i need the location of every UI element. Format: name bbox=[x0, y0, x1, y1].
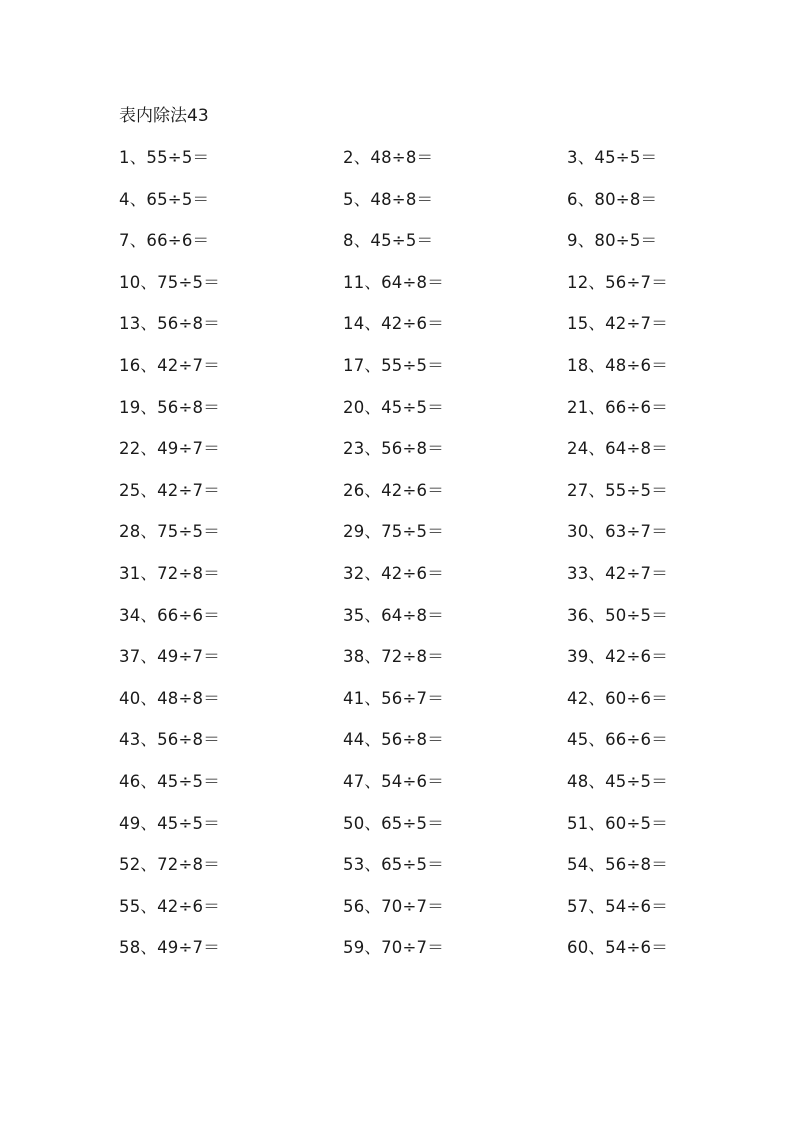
problem-item: 2、48÷8＝ bbox=[343, 148, 434, 167]
worksheet-title: 表内除法43 bbox=[119, 106, 209, 126]
problem-item: 60、54÷6＝ bbox=[567, 938, 668, 958]
problem-item: 16、42÷7＝ bbox=[119, 355, 220, 375]
problem-item: 33、42÷7＝ bbox=[567, 563, 668, 583]
problem-item: 22、49÷7＝ bbox=[119, 439, 220, 459]
problem-item: 55、42÷6＝ bbox=[119, 896, 220, 916]
problem-item: 15、42÷7＝ bbox=[567, 314, 668, 334]
problem-item: 10、75÷5＝ bbox=[119, 272, 220, 292]
problem-item: 59、70÷7＝ bbox=[343, 938, 444, 958]
problem-item: 32、42÷6＝ bbox=[343, 563, 444, 583]
problem-item: 31、72÷8＝ bbox=[119, 563, 220, 583]
problem-item: 29、75÷5＝ bbox=[343, 522, 444, 542]
problem-item: 4、65÷5＝ bbox=[119, 189, 210, 209]
problem-item: 43、56÷8＝ bbox=[119, 730, 220, 750]
problem-item: 48、45÷5＝ bbox=[567, 771, 668, 791]
problem-item: 11、64÷8＝ bbox=[343, 272, 444, 292]
problem-item: 51、60÷5＝ bbox=[567, 813, 668, 833]
problem-item: 17、55÷5＝ bbox=[343, 355, 444, 375]
problem-item: 26、42÷6＝ bbox=[343, 480, 444, 500]
problem-item: 23、56÷8＝ bbox=[343, 439, 444, 459]
problem-item: 8、45÷5＝ bbox=[343, 231, 434, 251]
problem-item: 54、56÷8＝ bbox=[567, 855, 668, 875]
problem-item: 24、64÷8＝ bbox=[567, 439, 668, 459]
problem-item: 53、65÷5＝ bbox=[343, 855, 444, 875]
problem-grid bbox=[119, 147, 759, 979]
problem-item: 56、70÷7＝ bbox=[343, 896, 444, 916]
problem-item: 42、60÷6＝ bbox=[567, 688, 668, 708]
problem-item: 58、49÷7＝ bbox=[119, 938, 220, 958]
problem-item: 19、56÷8＝ bbox=[119, 397, 220, 417]
problem-item: 27、55÷5＝ bbox=[567, 480, 668, 500]
problem-item: 20、45÷5＝ bbox=[343, 397, 444, 417]
problem-item: 1、55÷5＝ bbox=[119, 148, 210, 167]
problem-item: 47、54÷6＝ bbox=[343, 771, 444, 791]
problem-item: 49、45÷5＝ bbox=[119, 813, 220, 833]
problem-item: 5、48÷8＝ bbox=[343, 189, 434, 209]
problem-item: 21、66÷6＝ bbox=[567, 397, 668, 417]
problem-item: 35、64÷8＝ bbox=[343, 605, 444, 625]
problem-item: 40、48÷8＝ bbox=[119, 688, 220, 708]
problem-item: 25、42÷7＝ bbox=[119, 480, 220, 500]
problem-item: 9、80÷5＝ bbox=[567, 231, 658, 251]
problem-item: 30、63÷7＝ bbox=[567, 522, 668, 542]
problem-item: 36、50÷5＝ bbox=[567, 605, 668, 625]
problem-item: 6、80÷8＝ bbox=[567, 189, 658, 209]
problem-item: 14、42÷6＝ bbox=[343, 314, 444, 334]
problem-item: 3、45÷5＝ bbox=[567, 148, 658, 167]
problem-item: 50、65÷5＝ bbox=[343, 813, 444, 833]
problem-item: 18、48÷6＝ bbox=[567, 355, 668, 375]
problem-item: 44、56÷8＝ bbox=[343, 730, 444, 750]
problem-item: 52、72÷8＝ bbox=[119, 855, 220, 875]
problem-item: 28、75÷5＝ bbox=[119, 522, 220, 542]
problem-item: 34、66÷6＝ bbox=[119, 605, 220, 625]
problem-item: 7、66÷6＝ bbox=[119, 231, 210, 251]
problem-item: 37、49÷7＝ bbox=[119, 647, 220, 667]
problem-item: 41、56÷7＝ bbox=[343, 688, 444, 708]
problem-item: 13、56÷8＝ bbox=[119, 314, 220, 334]
problem-item: 45、66÷6＝ bbox=[567, 730, 668, 750]
problem-item: 39、42÷6＝ bbox=[567, 647, 668, 667]
problem-item: 12、56÷7＝ bbox=[567, 272, 668, 292]
problem-item: 46、45÷5＝ bbox=[119, 771, 220, 791]
problem-item: 57、54÷6＝ bbox=[567, 896, 668, 916]
problem-item: 38、72÷8＝ bbox=[343, 647, 444, 667]
